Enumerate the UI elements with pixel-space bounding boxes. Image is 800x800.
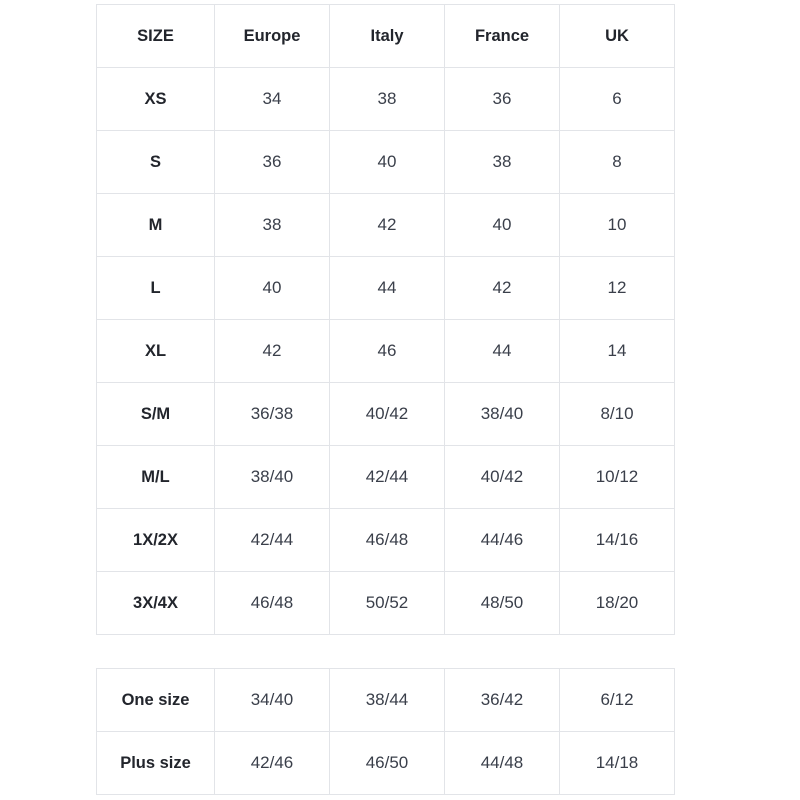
row-label: XL <box>97 320 215 383</box>
cell-italy: 38 <box>330 68 445 131</box>
column-header-uk: UK <box>560 5 675 68</box>
cell-italy: 46/50 <box>330 732 445 795</box>
cell-europe: 46/48 <box>215 572 330 635</box>
cell-france: 44 <box>445 320 560 383</box>
cell-europe: 42/46 <box>215 732 330 795</box>
cell-france: 38 <box>445 131 560 194</box>
row-label: S <box>97 131 215 194</box>
column-header-size: SIZE <box>97 5 215 68</box>
cell-europe: 36 <box>215 131 330 194</box>
cell-italy: 50/52 <box>330 572 445 635</box>
row-label: M <box>97 194 215 257</box>
cell-europe: 40 <box>215 257 330 320</box>
column-header-italy: Italy <box>330 5 445 68</box>
secondary-size-table-container <box>96 668 674 795</box>
table-row <box>97 131 675 194</box>
cell-europe: 36/38 <box>215 383 330 446</box>
table-row <box>97 194 675 257</box>
cell-france: 42 <box>445 257 560 320</box>
cell-uk: 12 <box>560 257 675 320</box>
cell-italy: 46/48 <box>330 509 445 572</box>
table-row <box>97 68 675 131</box>
cell-uk: 14/16 <box>560 509 675 572</box>
cell-europe: 34 <box>215 68 330 131</box>
cell-europe: 42/44 <box>215 509 330 572</box>
column-header-europe: Europe <box>215 5 330 68</box>
cell-europe: 38 <box>215 194 330 257</box>
cell-italy: 42/44 <box>330 446 445 509</box>
cell-italy: 38/44 <box>330 669 445 732</box>
cell-europe: 42 <box>215 320 330 383</box>
table-row <box>97 320 675 383</box>
cell-france: 36 <box>445 68 560 131</box>
row-label: 1X/2X <box>97 509 215 572</box>
row-label: One size <box>97 669 215 732</box>
cell-uk: 10/12 <box>560 446 675 509</box>
cell-uk: 8/10 <box>560 383 675 446</box>
row-label: L <box>97 257 215 320</box>
table-row <box>97 446 675 509</box>
table-row <box>97 669 675 732</box>
table-row <box>97 383 675 446</box>
cell-uk: 14/18 <box>560 732 675 795</box>
secondary-size-table <box>96 668 675 795</box>
cell-france: 48/50 <box>445 572 560 635</box>
cell-italy: 40/42 <box>330 383 445 446</box>
cell-france: 44/46 <box>445 509 560 572</box>
table-row <box>97 572 675 635</box>
row-label: Plus size <box>97 732 215 795</box>
cell-europe: 38/40 <box>215 446 330 509</box>
cell-uk: 18/20 <box>560 572 675 635</box>
cell-france: 44/48 <box>445 732 560 795</box>
table-header-row <box>97 5 675 68</box>
column-header-france: France <box>445 5 560 68</box>
cell-italy: 42 <box>330 194 445 257</box>
cell-uk: 10 <box>560 194 675 257</box>
cell-france: 38/40 <box>445 383 560 446</box>
cell-france: 40 <box>445 194 560 257</box>
row-label: S/M <box>97 383 215 446</box>
row-label: 3X/4X <box>97 572 215 635</box>
cell-uk: 6 <box>560 68 675 131</box>
cell-france: 40/42 <box>445 446 560 509</box>
table-row <box>97 509 675 572</box>
cell-italy: 46 <box>330 320 445 383</box>
cell-uk: 8 <box>560 131 675 194</box>
table-row <box>97 257 675 320</box>
main-size-table <box>96 4 675 635</box>
row-label: XS <box>97 68 215 131</box>
cell-italy: 40 <box>330 131 445 194</box>
main-size-table-container <box>96 4 674 635</box>
cell-europe: 34/40 <box>215 669 330 732</box>
cell-italy: 44 <box>330 257 445 320</box>
cell-uk: 14 <box>560 320 675 383</box>
cell-uk: 6/12 <box>560 669 675 732</box>
table-row <box>97 732 675 795</box>
row-label: M/L <box>97 446 215 509</box>
cell-france: 36/42 <box>445 669 560 732</box>
